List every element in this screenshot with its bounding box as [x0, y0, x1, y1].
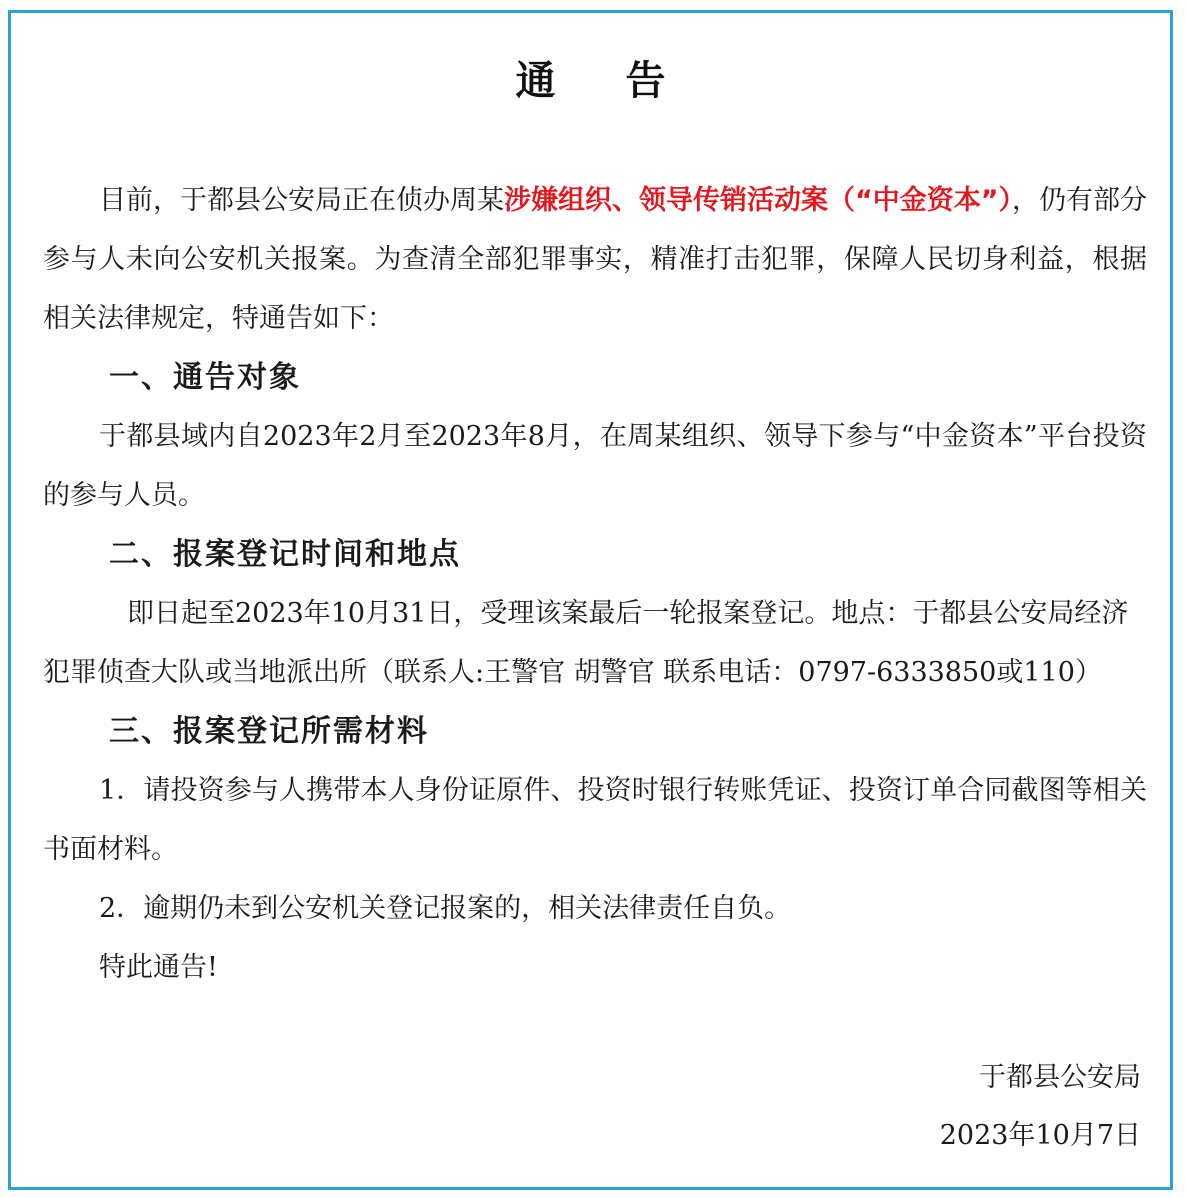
materials-item-1: 1．请投资参与人携带本人身份证原件、投资时银行转账凭证、投资订单合同截图等相关书面材料。 [43, 775, 1147, 865]
notice-title: 通 告 [515, 58, 694, 104]
notice-document [11, 13, 1170, 1187]
notice-body [43, 171, 1147, 997]
section-heading-time-place: 二、报案登记时间和地点 [109, 537, 461, 572]
section-paragraph-time-place: 即日起至2023年10月31日，受理该案最后一轮报案登记。地点：于都县公安局经济犯罪侦查大队或当地派出所（联系人:王警官 胡警官 联系电话：0797-6333850或110） [43, 598, 1129, 688]
intro-text-start: 目前，于都县公安局正在侦办周某 [99, 185, 504, 216]
intro-paragraph [43, 171, 1147, 348]
materials-item-2: 2．逾期仍未到公安机关登记报案的，相关法律责任自负。 [99, 893, 792, 924]
section-heading-target: 一、通告对象 [109, 360, 301, 395]
signature-organization: 于都县公安局 [979, 1062, 1141, 1093]
closing-statement: 特此通告! [99, 952, 218, 983]
case-name-highlight: 涉嫌组织、领导传销活动案（“中金资本”） [504, 185, 1012, 216]
intro-text-end: ，仍有部分参与人未向公安机关报案。为查清全部犯罪事实，精准打击犯罪，保障人民切身利益，根据相关法律规定，特通告如下： [43, 185, 1147, 334]
notice-frame [8, 10, 1173, 1190]
section-paragraph-target: 于都县域内自2023年2月至2023年8月，在周某组织、领导下参与“中金资本”平台投资的参与人员。 [43, 421, 1147, 511]
signature-date: 2023年10月7日 [939, 1120, 1141, 1151]
section-heading-materials: 三、报案登记所需材料 [109, 714, 429, 749]
